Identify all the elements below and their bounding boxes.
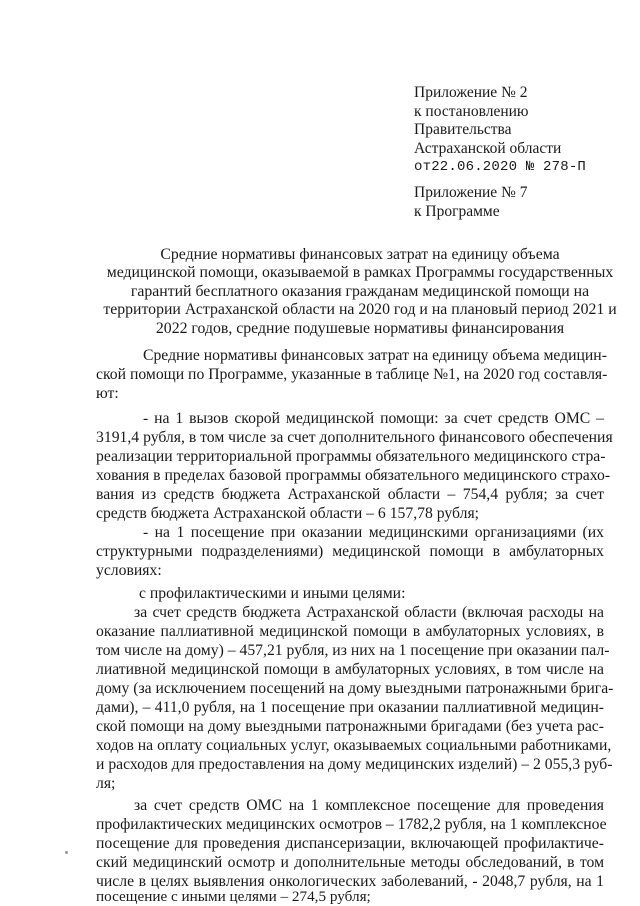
body-line: - на 1 вызов скорой медицинской помощи: за счет средств ОМС – [143, 410, 604, 427]
title-line: гарантий бесплатного оказания гражданам медицинской помощи на [130, 282, 590, 300]
body-line: структурными подразделениями) медицинской помощи в амбулаторных [96, 543, 604, 560]
title-line: медицинской помощи, оказываемой в рамках Программы государственных [106, 264, 614, 282]
body-line: ходов на оплату социальных услуг, оказываемых социальными работниками, [96, 737, 612, 754]
body-line: оказание паллиативной медицинской помощи в амбулаторных условиях, в [96, 623, 604, 640]
body-line: ют: [96, 385, 119, 402]
appendix-line: Приложение № 7 [414, 184, 528, 201]
body-line: средств бюджета Астраханской области – 6 157,78 рубля; [96, 505, 480, 522]
body-line: посещение для проведения диспансеризации, включающей профилактиче- [96, 835, 604, 852]
body-line: ской помощи по Программе, указанные в таблице №1, на 2020 год составля- [96, 366, 608, 383]
appendix-line: к постановлению [414, 102, 529, 120]
title-line: Средние нормативы финансовых затрат на единицу объема [160, 246, 560, 263]
body-line: условиях: [96, 562, 162, 579]
appendix-program-block [414, 184, 527, 221]
appendix-resolution-block [414, 84, 586, 177]
appendix-line: к Программе [414, 202, 500, 220]
body-line: числе в целях выявления онкологических заболеваний, - 2048,7 рубля, на 1 [96, 873, 604, 890]
body-line: дому (за исключением посещений на дому выездными патронажными брига- [96, 680, 614, 697]
body-line: лиативной медицинской помощи в амбулаторных условиях, в том числе на [96, 661, 604, 678]
body-line: с профилактическими и иными целями: [139, 585, 406, 602]
body-line: реализации территориальной программы обязательного медицинского стра- [96, 448, 606, 465]
body-line: ской помощи на дому выездными патронажными бригадами (без учета рас- [96, 718, 604, 735]
appendix-line: Астраханской области [414, 139, 562, 157]
body-line: Средние нормативы финансовых затрат на единицу объема медицин- [143, 347, 607, 364]
body-line: 3191,4 рубля, в том числе за счет дополнительного финансового обеспечения [96, 429, 613, 446]
body-line: профилактических медицинских осмотров – 1782,2 рубля, на 1 комплексное [96, 816, 607, 833]
appendix-line: Правительства [414, 121, 512, 139]
body-line: за счет средств ОМС на 1 комплексное посещение для проведения [134, 797, 604, 814]
body-line: ский медицинский осмотр и дополнительные методы обследований, в том [96, 854, 604, 871]
scan-speck [65, 851, 68, 854]
appendix-line: Приложение № 2 [414, 84, 528, 101]
body-line: за счет средств бюджета Астраханской области (включая расходы на [134, 604, 604, 621]
body-line: посещение с иными целями – 274,5 рубля; [96, 888, 371, 905]
body-line: вания из средств бюджета Астраханской области – 754,4 рубля; за счет [96, 486, 604, 503]
body-line: и расходов для предоставления на дому медицинских изделий) – 2 055,3 руб- [96, 756, 613, 773]
body-line: дами), – 411,0 рубля, на 1 посещение при оказании паллиативной медицин- [96, 699, 604, 716]
body-line: хования в пределах базовой программы обязательного медицинского страхо- [96, 467, 611, 484]
document-title [90, 246, 630, 338]
title-line: территории Астраханской области на 2020 год и на плановый период 2021 и [103, 301, 617, 319]
title-line: 2022 годов, средние подушевые нормативы финансирования [155, 319, 565, 337]
body-line: том числе на дому) – 457,21 рубля, из них на 1 посещение при оказании пал- [96, 642, 610, 659]
appendix-date-number: от22.06.2020 № 278-П [414, 159, 587, 176]
body-line: ля; [96, 775, 116, 792]
body-line: - на 1 посещение при оказании медицинскими организациями (их [143, 524, 604, 541]
